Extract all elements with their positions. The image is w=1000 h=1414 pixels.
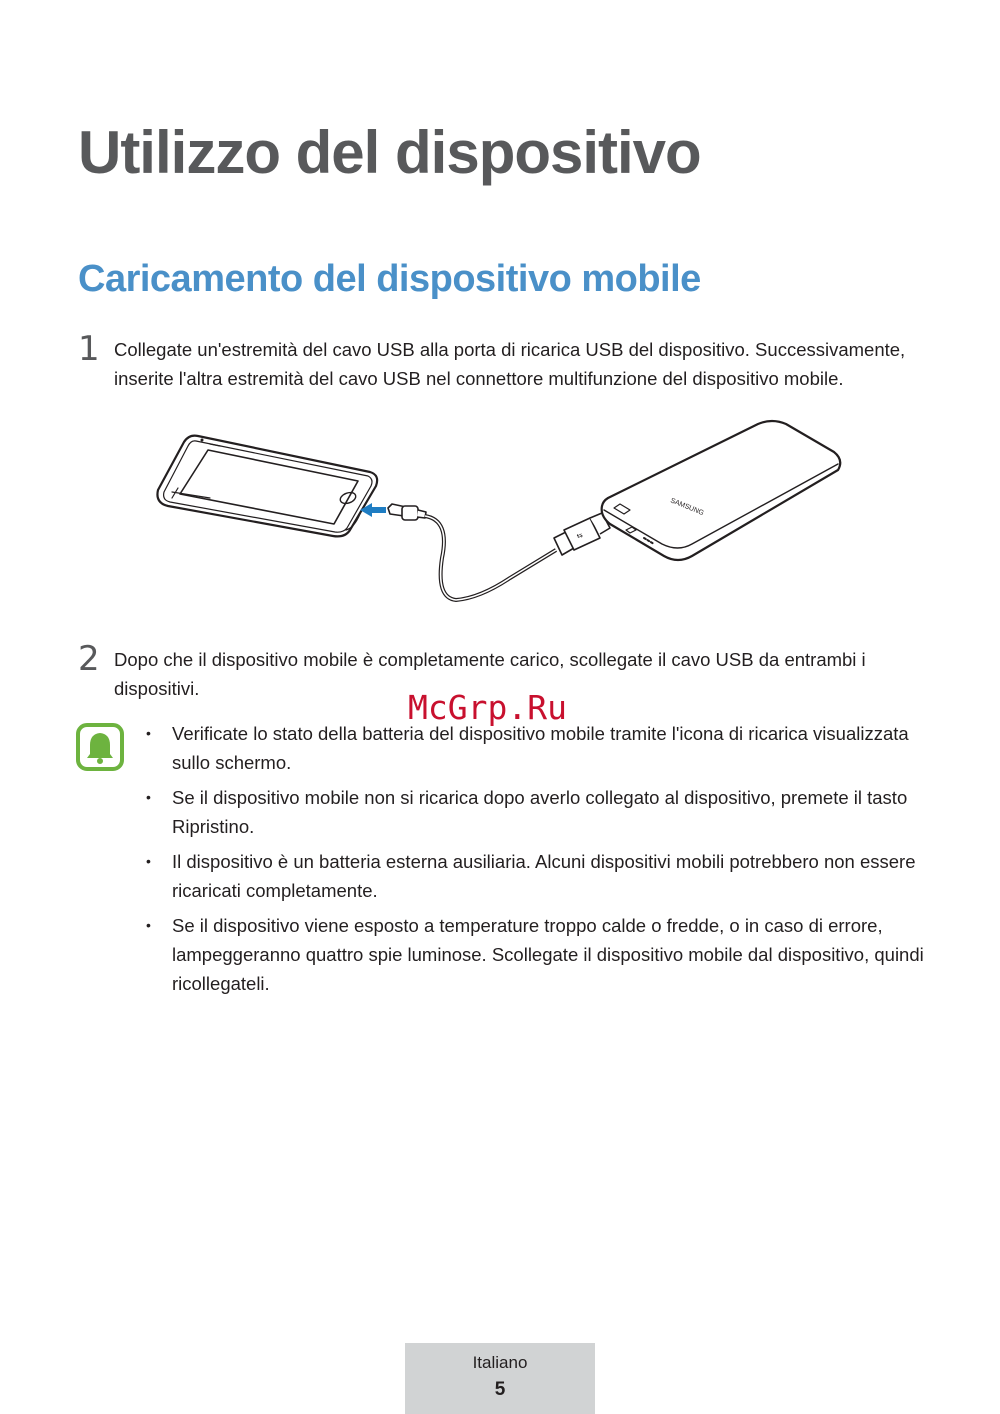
footer-language: Italiano [472,1353,528,1372]
list-item [144,847,924,905]
watermark: McGrp.Ru [408,688,567,727]
list-item [144,719,924,777]
power-bank-illustration [602,421,841,560]
bell-notice-icon [76,723,124,771]
bullet-icon: • [146,853,151,869]
usb-a-plug-illustration [554,513,610,555]
brand-label: SAMSUNG [669,497,705,518]
bullet-icon: • [146,917,151,933]
notes-list [144,719,924,1004]
step-number: 2 [78,639,100,679]
usb-cable-illustration [425,516,556,600]
step-text: Dopo che il dispositivo mobile è completamente carico, scollegate il cavo USB da entrambi i dispositivi. [114,649,866,699]
charging-illustration [150,418,850,613]
page-title: Utilizzo del dispositivo [78,119,701,186]
note-text: Se il dispositivo mobile non si ricarica dopo averlo collegato al dispositivo, premete il tasto Ripristino. [172,787,908,837]
page-number: 5 [494,1379,506,1400]
mobile-phone-illustration [157,436,377,537]
section-title: Caricamento del dispositivo mobile [78,258,701,300]
note-text: Verificate lo stato della batteria del dispositivo mobile tramite l'icona di ricarica visualizzata sullo schermo. [172,723,909,773]
page-footer [405,1343,595,1414]
step-number: 1 [78,329,100,369]
svg-text:⇆: ⇆ [575,531,585,541]
note-text: Se il dispositivo viene esposto a temperature troppo calde o fredde, o in caso di errore, lampeggeranno quattro spie luminose. Scollegate il dispositivo mobile dal dispositivo, quindi ricollegateli. [172,915,924,994]
bullet-icon: • [146,789,151,805]
step-text: Collegate un'estremità del cavo USB alla porta di ricarica USB del dispositivo. Successivamente, inserite l'altra estremità del cavo USB nel connettore multifunzione del dispositivo mobile. [114,339,906,389]
note-text: Il dispositivo è un batteria esterna ausiliaria. Alcuni dispositivi mobili potrebbero non essere ricaricati completamente. [172,851,916,901]
bullet-icon: • [146,725,151,741]
micro-usb-plug-illustration [388,504,426,520]
list-item [144,783,924,841]
list-item [144,911,924,998]
